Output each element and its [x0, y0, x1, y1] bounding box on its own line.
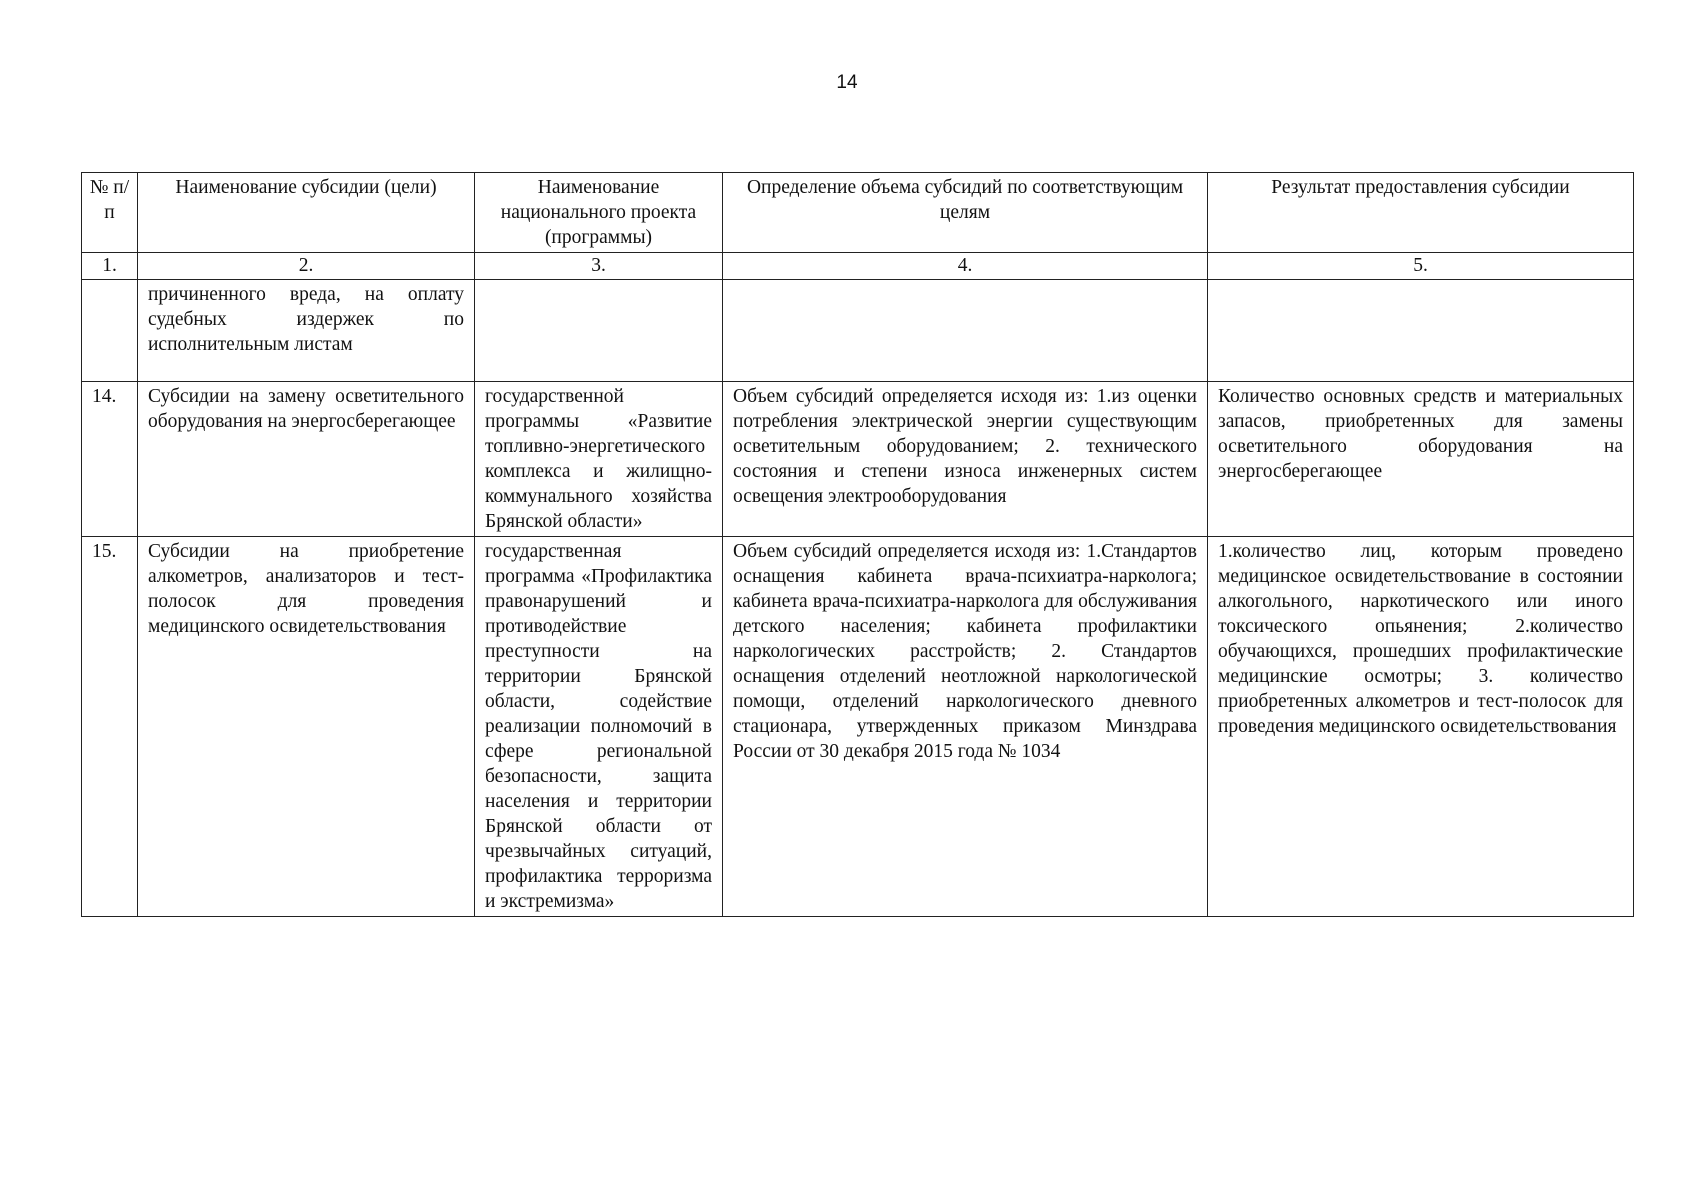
- page-number: 14: [836, 72, 858, 93]
- row-program-name: [475, 280, 723, 382]
- header-result: Результат предоставления субсидии: [1208, 173, 1634, 253]
- row-number: 14.: [82, 382, 138, 537]
- table-header-row: [82, 173, 1634, 253]
- row-number: 15.: [82, 537, 138, 917]
- row-result: 1.количество лиц, которым проведено медицинское освидетельствование в состоянии алкогольного, наркотического или иного токсического опьянения; 2.количество обучающихся, прошедших профилактические медицинские осмотры; 3. количество приобретенных алкометров и тест-полосок для проведения медицинского освидетельствования: [1208, 537, 1634, 917]
- header-subsidy-name: Наименование субсидии (цели): [138, 173, 475, 253]
- header-program-name: Наименование национального проекта (программы): [475, 173, 723, 253]
- row-result: [1208, 280, 1634, 382]
- table-row: [82, 382, 1634, 537]
- column-number-1: 1.: [82, 253, 138, 280]
- header-number: № п/п: [82, 173, 138, 253]
- row-volume-definition: [723, 280, 1208, 382]
- row-subsidy-name: причиненного вреда, на оплату судебных издержек по исполнительным листам: [138, 280, 475, 382]
- row-volume-definition: Объем субсидий определяется исходя из: 1.Стандартов оснащения кабинета врача-психиатра-нарколога; кабинета врача-психиатра-нарколога для обслуживания детского населения; кабинета профилактики наркологических расстройств; 2. Стандартов оснащения отделений неотложной наркологической помощи, отделений наркологического дневного стационара, утвержденных приказом Минздрава России от 30 декабря 2015 года № 1034: [723, 537, 1208, 917]
- column-number-5: 5.: [1208, 253, 1634, 280]
- row-program-name: государственной программы «Развитие топливно-энергетического комплекса и жилищно-коммунального хозяйства Брянской области»: [475, 382, 723, 537]
- table-row: [82, 537, 1634, 917]
- row-result: Количество основных средств и материальных запасов, приобретенных для замены осветительного оборудования на энергосберегающее: [1208, 382, 1634, 537]
- row-number: [82, 280, 138, 382]
- header-volume-definition: Определение объема субсидий по соответствующим целям: [723, 173, 1208, 253]
- row-subsidy-name: Субсидии на замену осветительного оборудования на энергосберегающее: [138, 382, 475, 537]
- row-volume-definition: Объем субсидий определяется исходя из: 1.из оценки потребления электрической энергии существующим осветительным оборудованием; 2. технического состояния и степени износа инженерных систем освещения электрооборудования: [723, 382, 1208, 537]
- column-number-4: 4.: [723, 253, 1208, 280]
- column-number-3: 3.: [475, 253, 723, 280]
- row-subsidy-name: Субсидии на приобретение алкометров, анализаторов и тест-полосок для проведения медицинского освидетельствования: [138, 537, 475, 917]
- table-row: [82, 280, 1634, 382]
- column-number-row: [82, 253, 1634, 280]
- column-number-2: 2.: [138, 253, 475, 280]
- row-program-name: государственная программа «Профилактика правонарушений и противодействие преступности на территории Брянской области, содействие реализации полномочий в сфере региональной безопасности, защита населения и территории Брянской области от чрезвычайных ситуаций, профилактика терроризма и экстремизма»: [475, 537, 723, 917]
- subsidy-table: [81, 172, 1634, 917]
